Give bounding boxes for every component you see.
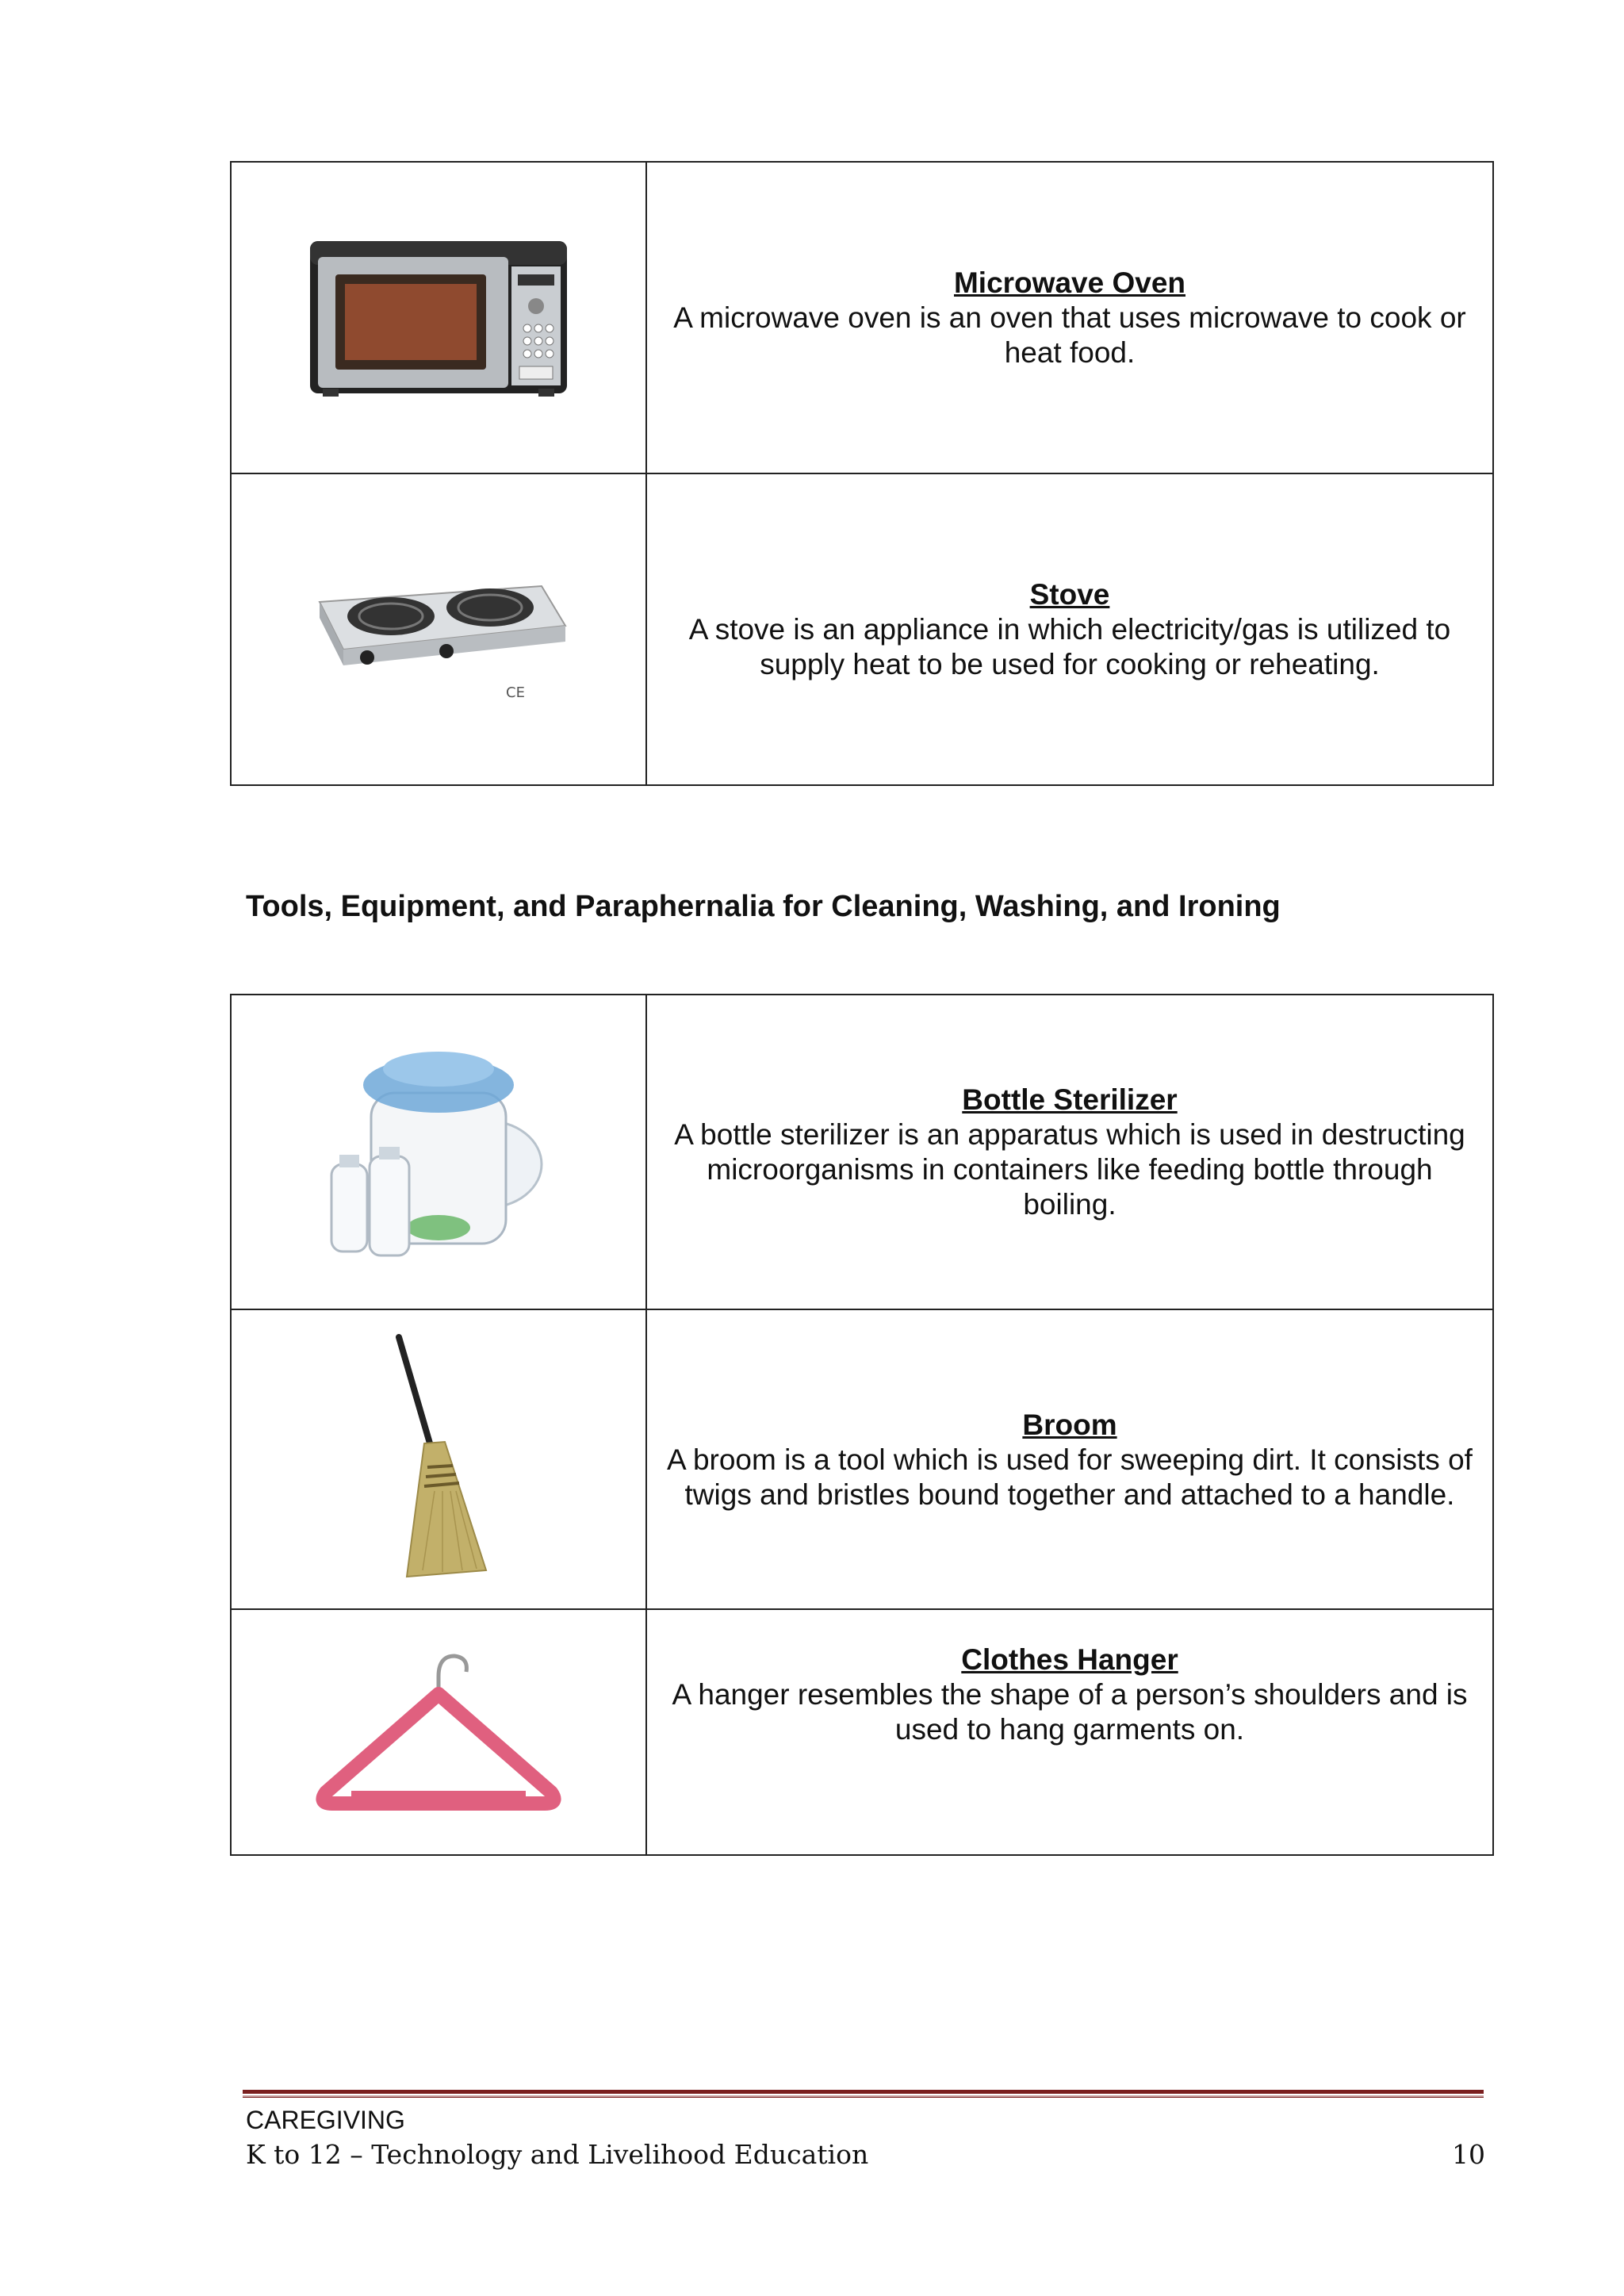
description-cell xyxy=(646,995,1493,1309)
footer-course: K to 12 – Technology and Livelihood Education xyxy=(246,2139,869,2170)
footer-subject: CAREGIVING xyxy=(246,2106,405,2134)
broom-photo xyxy=(359,1332,518,1586)
description-cell xyxy=(646,473,1493,785)
table-row xyxy=(231,1609,1493,1855)
image-cell xyxy=(231,473,646,785)
clothes-hanger-photo xyxy=(304,1645,573,1819)
section-heading: Tools, Equipment, and Paraphernalia for Cleaning, Washing, and Ironing xyxy=(246,890,1281,923)
appliance-table-2 xyxy=(230,994,1494,1856)
item-description: A bottle sterilizer is an apparatus which is used in destructing microorganisms in containers like feeding bottle through boiling. xyxy=(674,1118,1465,1221)
image-cell xyxy=(231,1609,646,1855)
item-description: A microwave oven is an oven that uses microwave to cook or heat food. xyxy=(673,301,1466,369)
description-cell xyxy=(646,162,1493,473)
table-row xyxy=(231,473,1493,785)
item-title: Clothes Hanger xyxy=(961,1643,1178,1676)
footer-rule xyxy=(243,2090,1484,2098)
item-description: A stove is an appliance in which electricity/gas is utilized to supply heat to be used for cooking or reheating. xyxy=(688,613,1451,680)
appliance-table-1 xyxy=(230,161,1494,786)
table-row xyxy=(231,1309,1493,1609)
image-cell xyxy=(231,1309,646,1609)
page-number: 10 xyxy=(1452,2139,1485,2170)
bottle-sterilizer-photo xyxy=(308,1037,569,1267)
item-description: A broom is a tool which is used for sweeping dirt. It consists of twigs and bristles bound together and attached to a handle. xyxy=(667,1443,1473,1511)
table-row xyxy=(231,995,1493,1309)
item-title: Microwave Oven xyxy=(953,266,1185,299)
item-description: A hanger resembles the shape of a person’s shoulders and is used to hang garments on. xyxy=(672,1678,1468,1746)
table-row xyxy=(231,162,1493,473)
image-cell xyxy=(231,995,646,1309)
svg-text:CE: CE xyxy=(506,684,525,701)
description-cell xyxy=(646,1609,1493,1855)
microwave-oven-photo xyxy=(304,235,573,401)
image-cell xyxy=(231,162,646,473)
item-title: Broom xyxy=(1022,1408,1117,1441)
description-cell xyxy=(646,1309,1493,1609)
electric-stove-photo xyxy=(304,554,573,705)
item-title: Stove xyxy=(1029,578,1110,611)
item-title: Bottle Sterilizer xyxy=(962,1083,1178,1116)
